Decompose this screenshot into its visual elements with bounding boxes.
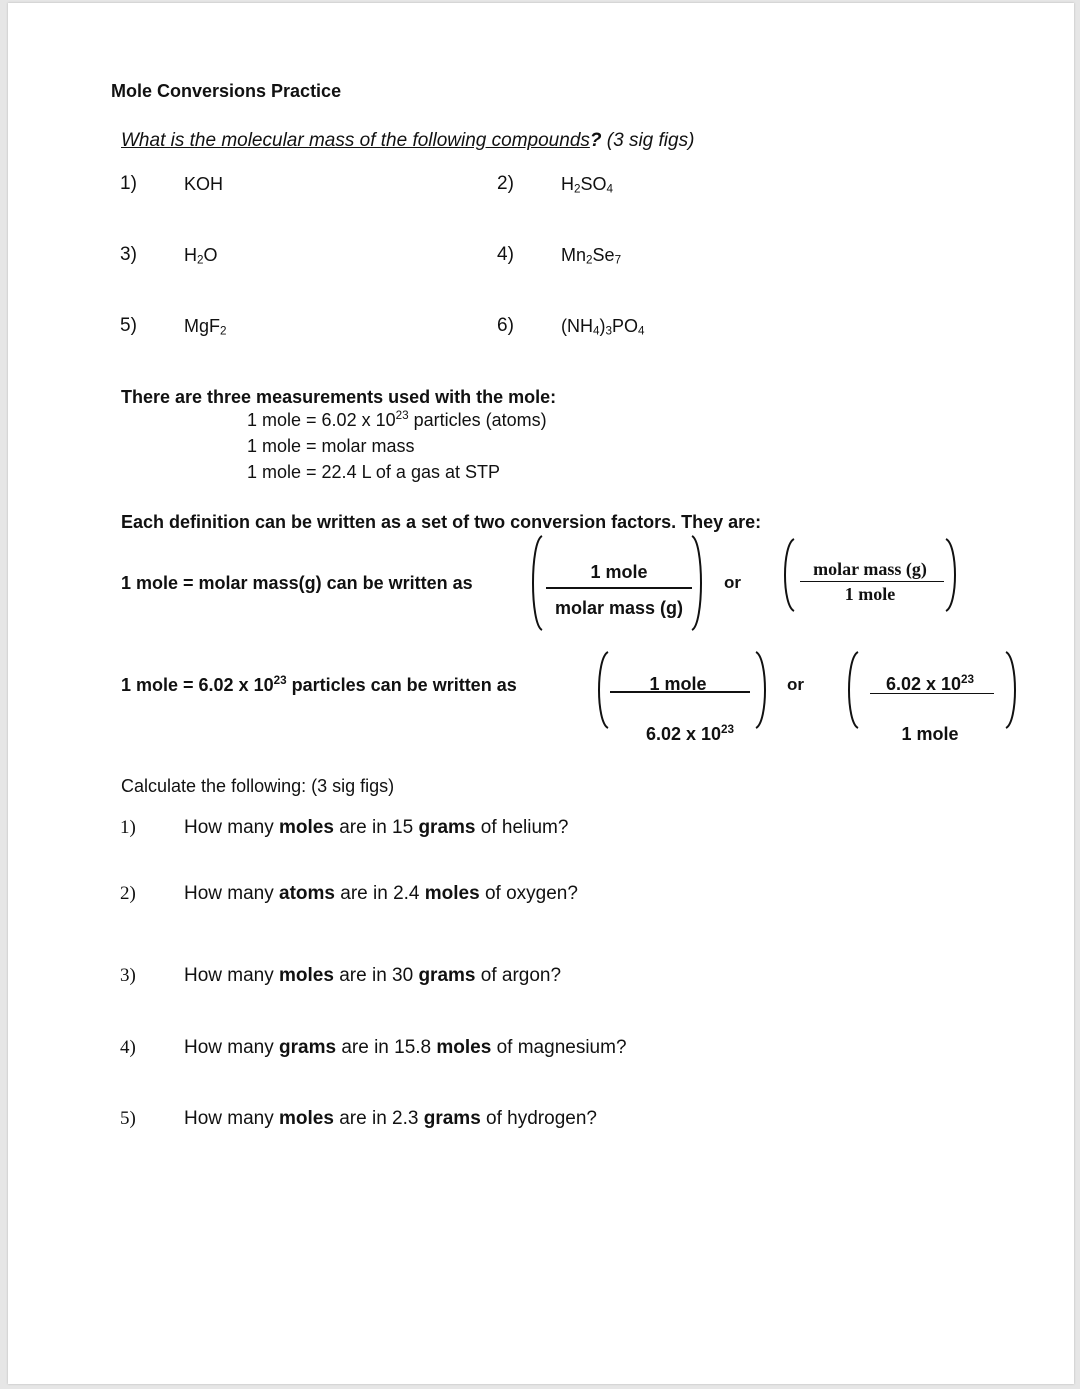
question-text: How many moles are in 15 grams of helium? xyxy=(184,817,569,838)
question-number: 5) xyxy=(120,1108,136,1129)
calculate-heading: Calculate the following: (3 sig figs) xyxy=(121,776,395,796)
compound-formula: $H_2SO_4$ xyxy=(561,174,614,196)
compound-formula: $(NH_4)_3PO_4$ xyxy=(561,316,645,338)
question-number: 1) xyxy=(120,817,136,838)
right-bracket-icon xyxy=(688,532,710,634)
compound-number: 1) xyxy=(120,173,137,194)
fraction-bar xyxy=(800,581,944,582)
compound-number: 4) xyxy=(497,244,514,265)
compound-formula: MgF$_2$ xyxy=(184,316,227,338)
heading-question-mark: ? xyxy=(589,130,602,151)
question-number: 2) xyxy=(120,883,136,904)
compound-number: 5) xyxy=(120,315,137,336)
document-page xyxy=(8,3,1074,1384)
heading-underlined-text: What is the molecular mass of the following compounds xyxy=(121,130,590,151)
fraction-bar xyxy=(546,587,692,589)
right-bracket-icon xyxy=(752,648,774,732)
question-text: How many moles are in 30 grams of argon? xyxy=(184,965,562,986)
question-text: How many grams are in 15.8 moles of magnesium? xyxy=(184,1037,627,1058)
fraction-numerator: 1 mole xyxy=(590,562,648,582)
fraction-denominator: molar mass (g) xyxy=(554,598,684,618)
or-text: or xyxy=(787,675,804,694)
compound-number: 6) xyxy=(497,315,514,336)
right-bracket-icon xyxy=(942,535,964,615)
question-text: How many atoms are in 2.4 moles of oxygen? xyxy=(184,883,578,904)
fraction-denominator: 6.02 x $10^{23}$ xyxy=(645,722,735,744)
compound-number: 3) xyxy=(120,244,137,265)
left-bracket-icon xyxy=(776,535,798,615)
molecular-mass-heading xyxy=(121,130,694,152)
definition-particles: 1 mole = 6.02 x $10^{23}$ particles (atoms) xyxy=(247,408,547,430)
or-text: or xyxy=(724,573,741,592)
left-bracket-icon xyxy=(590,648,612,732)
definition-gas-volume: 1 mole = 22.4 L of a gas at STP xyxy=(247,462,500,482)
fraction-denominator: 1 mole xyxy=(844,584,896,604)
molar-mass-row-label: 1 mole = molar mass(g) can be written as xyxy=(121,573,473,593)
fraction-numerator: 1 mole xyxy=(649,674,707,694)
fraction-numerator: 6.02 x $10^{23}$ xyxy=(885,672,975,694)
fraction-bar xyxy=(610,691,750,693)
compound-formula: $Mn_2Se_7$ xyxy=(561,245,622,267)
particles-row-label: 1 mole = 6.02 x $10^{23}$ particles can be written as xyxy=(121,673,517,695)
question-number: 3) xyxy=(120,965,136,986)
definition-molar-mass: 1 mole = molar mass xyxy=(247,436,415,456)
left-bracket-icon xyxy=(524,532,546,634)
measurements-intro: There are three measurements used with the mole: xyxy=(121,387,557,407)
fraction-bar xyxy=(870,693,994,694)
question-number: 4) xyxy=(120,1037,136,1058)
compound-formula: KOH xyxy=(184,174,224,194)
conversion-factors-intro: Each definition can be written as a set of two conversion factors. They are: xyxy=(121,512,762,532)
right-bracket-icon xyxy=(1002,648,1024,732)
compound-number: 2) xyxy=(497,173,514,194)
heading-sig-figs: (3 sig figs) xyxy=(601,130,695,151)
fraction-numerator: molar mass (g) xyxy=(813,559,927,579)
compound-formula: $H_2O$ xyxy=(184,245,218,267)
fraction-denominator: 1 mole xyxy=(901,724,959,744)
question-text: How many moles are in 2.3 grams of hydrogen? xyxy=(184,1108,597,1129)
left-bracket-icon xyxy=(840,648,862,732)
document-title: Mole Conversions Practice xyxy=(111,81,342,101)
